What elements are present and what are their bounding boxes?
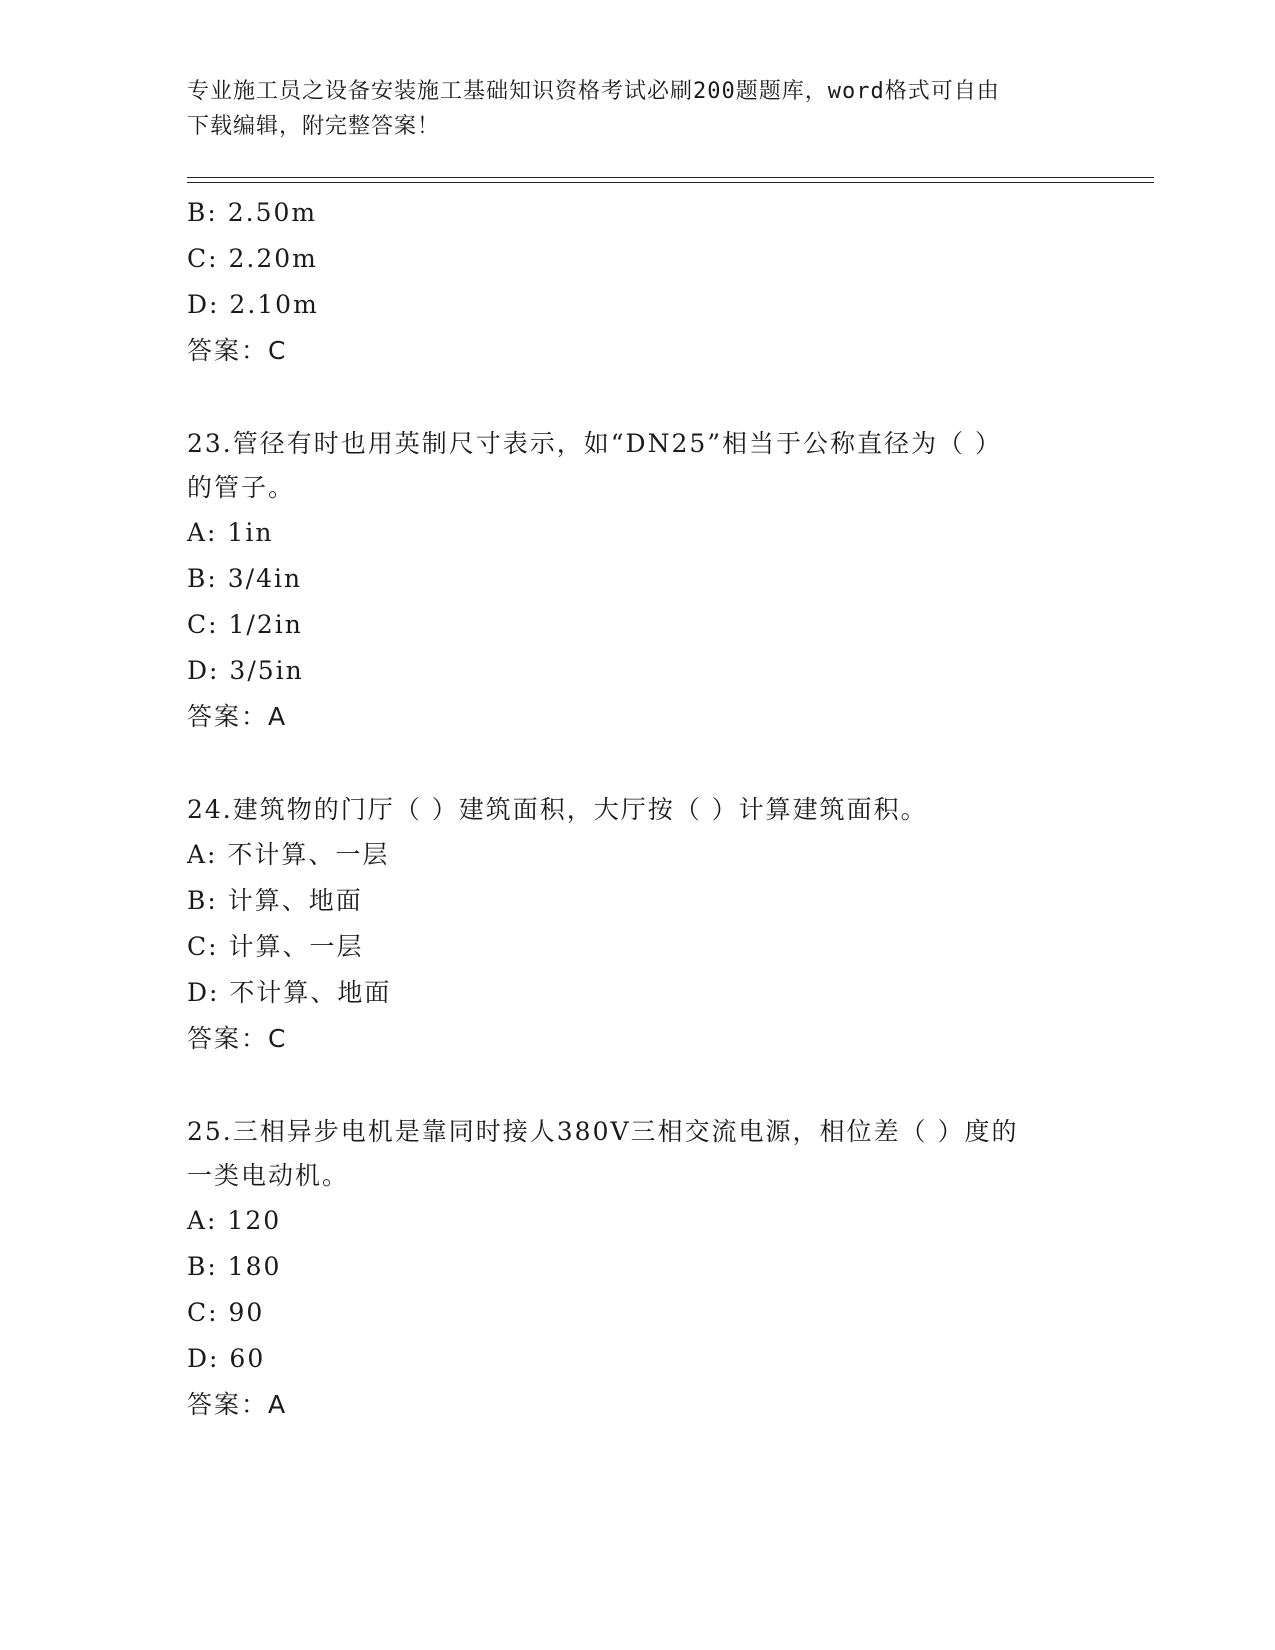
answer-line: 答案：C xyxy=(187,336,288,365)
option-b: B: 3/4in xyxy=(187,564,303,593)
question-stem-line: 23.管径有时也用英制尺寸表示，如“DN25”相当于公称直径为（ ） xyxy=(187,429,1002,458)
header-divider-top xyxy=(187,177,1154,178)
answer-line: 答案：A xyxy=(187,1390,288,1419)
option-b: B: 计算、地面 xyxy=(187,886,363,915)
answer-line: 答案：A xyxy=(187,702,288,731)
option-c: C: 1/2in xyxy=(187,610,303,639)
option-b: B: 180 xyxy=(187,1252,282,1281)
question-stem-line: 25.三相异步电机是靠同时接人380V三相交流电源，相位差（ ）度的 xyxy=(187,1117,1019,1146)
option-a: A: 120 xyxy=(187,1206,282,1235)
option-c: C: 计算、一层 xyxy=(187,932,364,961)
option-c: C: 2.20m xyxy=(187,244,318,273)
option-b: B: 2.50m xyxy=(187,198,318,227)
question-stem-line: 一类电动机。 xyxy=(187,1161,350,1190)
question-stem-line: 的管子。 xyxy=(187,473,296,502)
option-d: D: 3/5in xyxy=(187,656,304,685)
question-content xyxy=(187,190,1087,1428)
option-d: D: 2.10m xyxy=(187,290,319,319)
question-23 xyxy=(187,422,1087,740)
question-stem-line: 24.建筑物的门厅（ ）建筑面积，大厅按（ ）计算建筑面积。 xyxy=(187,795,928,824)
question-24 xyxy=(187,788,1087,1062)
header-line-1: 专业施工员之设备安装施工基础知识资格考试必刷200题题库，word格式可自由 xyxy=(187,79,1000,104)
document-header xyxy=(187,74,1067,144)
question-25 xyxy=(187,1110,1087,1428)
header-line-2: 下载编辑，附完整答案！ xyxy=(187,114,441,139)
option-d: D: 60 xyxy=(187,1344,266,1373)
answer-line: 答案：C xyxy=(187,1024,288,1053)
option-a: A: 1in xyxy=(187,518,274,547)
option-c: C: 90 xyxy=(187,1298,265,1327)
option-d: D: 不计算、地面 xyxy=(187,978,392,1007)
option-a: A: 不计算、一层 xyxy=(187,840,390,869)
question-continued xyxy=(187,190,1087,374)
header-divider-bottom xyxy=(187,182,1154,183)
